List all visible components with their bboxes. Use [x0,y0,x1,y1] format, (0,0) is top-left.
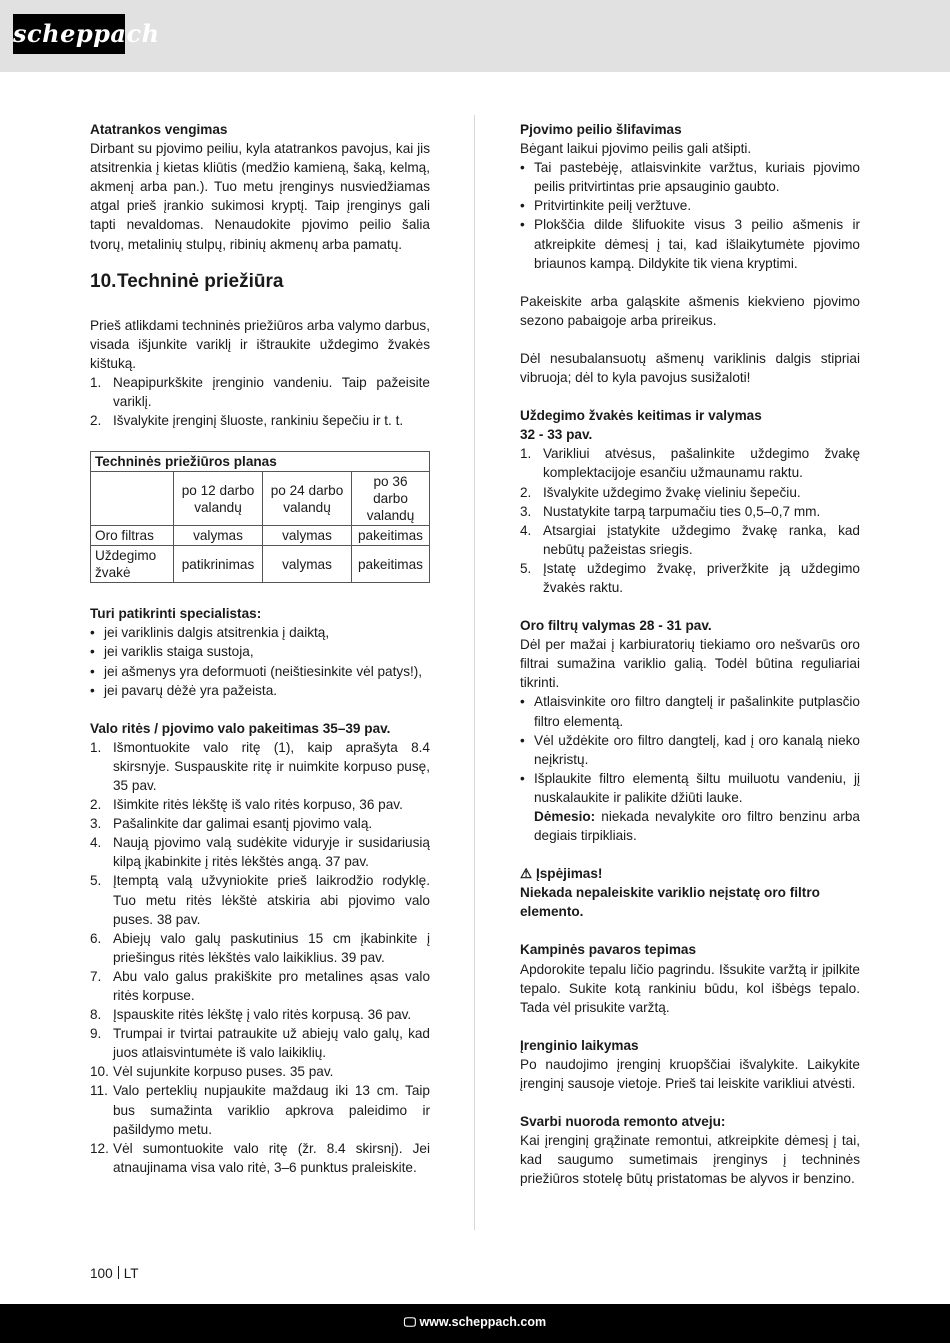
website-link[interactable]: www.scheppach.com [419,1315,547,1329]
list-item: 12. Vėl sumontuokite valo ritę (žr. 8.4 skirsnį). Jei atnaujinama visa valo ritė, 3–6 punktus praleiskite. [90,1140,430,1175]
gear-heading: Kampinės pavaros tepimas [520,942,697,958]
warning-label: Įspėjimas! [535,866,603,882]
kickback-text: Dirbant su pjovimo peiliu, kyla atatrankos pavojus, kai jis atsitrenkia į kietas kliūtis (medžio kamieną, šaką, kelmą, akmenį arba pan.). Tuo metu įrenginys nusviedžiamas atgal prieš įrankio sukimosi kryptį. Taip įrenginys gali tapti nevaldomas. Nenaudokite pjovimo peilio šalia tvorų, metalinių stulpų, ribinių akmenų arba pamatų. [90,141,430,252]
storage-text: Po naudojimo įrenginį kruopščiai išvalykite. Laikykite įrenginį sausoje vietoje. Prieš tai leiskite varikliui atvėsti. [520,1056,860,1092]
table-row: Oro filtras valymas valymas pakeitimas [91,526,430,546]
list-item: 9. Trumpai ir tvirtai patraukite už abiejų valo galų, kad juos atlaisvintumėte iš valo laikiklių. [90,1026,430,1061]
list-item: 10. Vėl sujunkite korpuso puses. 35 pav. [90,1064,334,1080]
list-item: • Plokščia dilde šlifuokite visus 3 peilio ašmenis ir atkreipkite dėmesį į tai, kad išlaikytumėte pjovimo briaunos kampą. Dildykite tik viena kryptimi. [520,217,860,271]
specialist-heading: Turi patikrinti specialistas: [90,606,262,622]
list-item: 4. Atsargiai įstatykite uždegimo žvakę ranka, kad nebūtų pažeistas sriegis. [520,522,860,557]
table-header-row: po 12 darbo valandų po 24 darbo valandų po 36 darbo valandų [91,472,430,526]
list-item: 2. Išvalykite įrenginį šluoste, rankiniu šepečiu ir t. t. [90,413,404,429]
list-item: • Atlaisvinkite oro filtro dangtelį ir pašalinkite putplasčio filtro elementą. [520,694,860,729]
specialist-list [90,623,430,699]
sharpen-paragraph-3: Dėl nesubalansuotų ašmenų variklinis dalgis stipriai vibruoja; dėl to kyla pavojus susižaloti! [520,350,860,386]
page-number [90,1266,139,1281]
page-separator [118,1266,119,1279]
list-item: • jei variklis staiga sustoja, [90,644,254,660]
page-header [0,0,950,72]
sharpen-list [520,158,860,273]
spool-list [90,738,430,1177]
warning-icon: ⚠ [520,866,533,882]
list-item: • jei variklinis dalgis atsitrenkia į daiktą, [90,625,330,641]
kickback-heading: Atatrankos vengimas [90,122,228,137]
warning-heading [520,864,860,883]
left-column [90,120,430,1177]
list-item: • jei pavarų dėžė yra pažeista. [90,682,278,698]
filter-note-label: Dėmesio: [534,809,596,824]
filter-heading: Oro filtrų valymas 28 - 31 pav. [520,618,712,634]
warning-text: Niekada nepaleiskite variklio neįstatę oro filtro elemento. [520,885,820,920]
table-title-row: Techninės priežiūros planas [91,452,430,472]
footer-bar [0,1304,950,1343]
list-item: 1. Išmontuokite valo ritę (1), kaip aprašyta 8.4 skirsnyje. Suspauskite ritę ir nuimkite korpuso pusę, 35 pav. [90,739,430,793]
spool-heading: Valo ritės / pjovimo valo pakeitimas 35–39 pav. [90,720,391,736]
column-divider [474,115,475,1230]
maintenance-plan-table [90,451,430,583]
list-item: 11. Valo perteklių nupjaukite maždaug iki 13 cm. Taip bus sumažinta variklio apkrova paleidimo ir pašildymo metu. [90,1083,430,1137]
sharpen-heading: Pjovimo peilio šlifavimas [520,122,682,137]
intro-list [90,373,430,430]
section-number: 10. [90,270,117,292]
plug-subheading: 32 - 33 pav. [520,427,593,443]
plug-list [520,444,860,597]
list-item: • jei ašmenys yra deformuoti (neištiesinkite vėl patys!), [90,663,423,679]
list-item: 6. Abiejų valo galų paskutinius 15 cm įkabinkite į priešingus ritės lėkštės valo laikiklius. 39 pav. [90,930,430,965]
list-item: • Vėl uždėkite oro filtro dangtelį, kad į oro kanalą nieko neįkristų. [520,732,860,767]
filter-text: Dėl per mažai į karbiuratorių tiekiamo oro nešvarūs oro filtrai sumažina variklio galią. Todėl būtina reguliariai tikrinti. [520,637,860,691]
repair-heading: Svarbi nuoroda remonto atveju: [520,1114,726,1130]
list-item: • Pritvirtinkite peilį veržtuve. [520,198,692,214]
maintenance-intro: Prieš atlikdami techninės priežiūros arba valymo darbus, visada išjunkite variklį ir ištraukite uždegimo žvakės kištuką. [90,317,430,371]
sharpen-text: Bėgant laikui pjovimo peilis gali atšipti. [520,141,752,157]
list-item: 3. Nustatykite tarpą tarpumačiu ties 0,5–0,7 mm. [520,503,821,519]
filter-note-text: niekada nevalykite oro filtro benzinu arba degiais tirpikliais. [534,809,860,844]
list-item: 2. Išimkite ritės lėkštę iš valo ritės korpuso, 36 pav. [90,797,403,813]
list-item: 2. Išvalykite uždegimo žvakę vieliniu šepečiu. [520,484,801,500]
filter-list [520,692,860,807]
section-title: Techninė priežiūra [117,270,284,292]
list-item: 3. Pašalinkite dar galimai esantį pjovimo valą. [90,816,373,832]
list-item: 4. Naują pjovimo valą sudėkite viduryje ir susidariusią kilpą įkabinkite į ritės lėkštės angą. 37 pav. [90,835,430,870]
page-number-value: 100 [90,1266,113,1281]
list-item: 5. Įtemptą valą užvyniokite prieš laikrodžio rodyklę. Tuo metu ritės lėkštė atskiria abi pjovimo valo puses. 38 pav. [90,873,430,927]
sharpen-paragraph-2: Pakeiskite arba galąskite ašmenis kiekvieno pjovimo sezono pabaigoje arba prireikus. [520,293,860,328]
list-item: 1. Varikliui atvėsus, pašalinkite uždegimo žvakę komplektacijoje esančiu užmaunamu raktu. [520,446,860,481]
list-item: • Išplaukite filtro elementą šiltu muiluotu vandeniu, jį nuskalaukite ir palikite džiūti lauke. [520,770,860,805]
list-item: 7. Abu valo galus prakiškite pro metalines ąsas valo ritės korpuse. [90,968,430,1003]
gear-text: Apdorokite tepalu ličio pagrindu. Išsukite varžtą ir įpilkite tepalo. Sukite kotą rankiniu būdu, kol išbėgs tepalo. Tada vėl prisukite varžtą. [520,961,860,1015]
right-column [520,120,860,1189]
footer-website [0,1315,950,1330]
monitor-icon: 🖵 [403,1315,416,1329]
scheppach-logo: scheppach [13,14,125,54]
table-row: Uždegimo žvakė patikrinimas valymas pakeitimas [91,546,430,583]
section-heading [90,270,430,294]
plug-heading: Uždegimo žvakės keitimas ir valymas [520,408,762,424]
filter-note [520,807,860,845]
storage-heading: Įrenginio laikymas [520,1037,639,1053]
list-item: 1. Neapipurkškite įrenginio vandeniu. Taip pažeisite variklį. [90,374,430,410]
language-code: LT [123,1266,139,1281]
list-item: • Tai pastebėję, atlaisvinkite varžtus, kuriais pjovimo peilis pritvirtintas prie apsauginio gaubto. [520,160,860,195]
list-item: 8. Įspauskite ritės lėkštę į valo ritės korpusą. 36 pav. [90,1007,412,1023]
repair-text: Kai įrenginį grąžinate remontui, atkreipkite dėmesį į tai, kad saugumo sumetimais įrenginys į techninės priežiūros stotelę būtų pristatomas be alyvos ir benzino. [520,1133,860,1187]
list-item: 5. Įstatę uždegimo žvakę, priveržkite ją uždegimo žvakės raktu. [520,560,860,595]
